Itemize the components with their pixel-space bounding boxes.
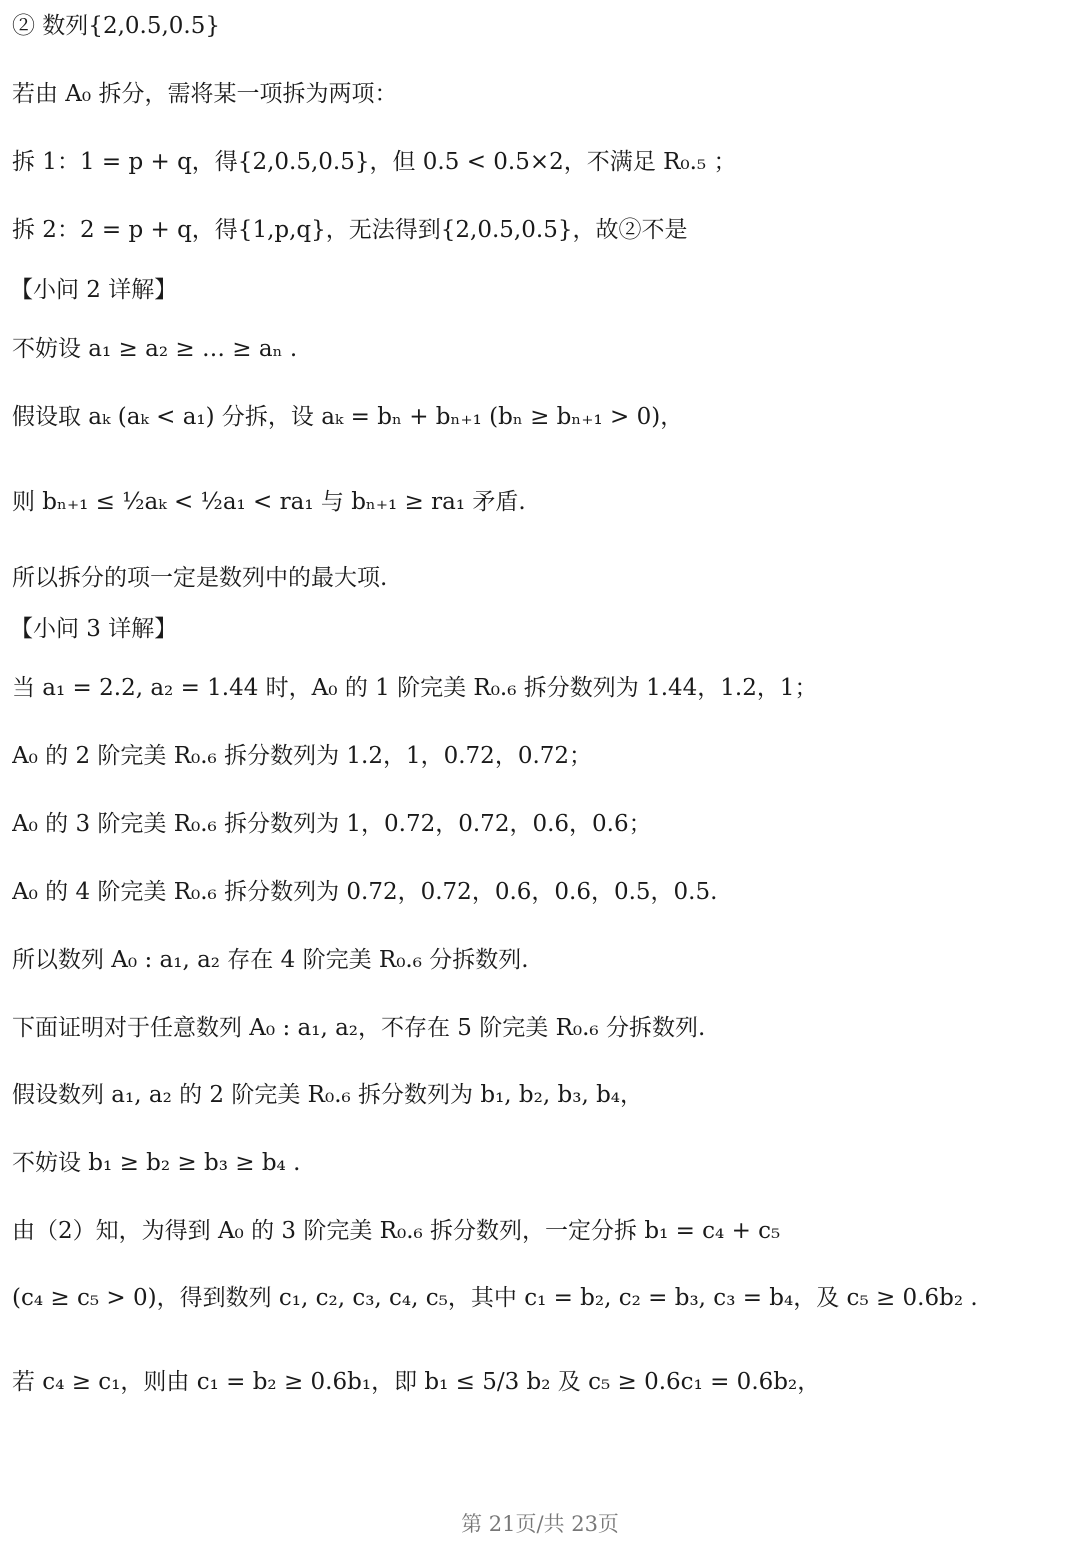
section-heading-q3: 【小问 3 详解】 xyxy=(10,616,178,642)
text-line-6: 不妨设 a₁ ≥ a₂ ≥ … ≥ aₙ . xyxy=(12,336,298,362)
text-line-9: 所以拆分的项一定是数列中的最大项. xyxy=(12,565,388,591)
text-line-20: (c₄ ≥ c₅ > 0)，得到数列 c₁, c₂, c₃, c₄, c₅，其中 c₁ = b₂, c₂ = b₃, c₃ = b₄，及 c₅ ≥ 0.6b₂ . xyxy=(12,1285,978,1311)
text-line-3: 拆 1：1 = p + q，得{2,0.5,0.5}，但 0.5 < 0.5×2，不满足 R₀.₅ ； xyxy=(12,149,737,175)
text-line-14: A₀ 的 4 阶完美 R₀.₆ 拆分数列为 0.72，0.72，0.6，0.6，0.5，0.5. xyxy=(12,879,718,905)
text-line-18: 不妨设 b₁ ≥ b₂ ≥ b₃ ≥ b₄ . xyxy=(12,1150,301,1176)
text-line-21: 若 c₄ ≥ c₁，则由 c₁ = b₂ ≥ 0.6b₁，即 b₁ ≤ 5/3 b₂ 及 c₅ ≥ 0.6c₁ = 0.6b₂， xyxy=(12,1369,821,1395)
text-line-12: A₀ 的 2 阶完美 R₀.₆ 拆分数列为 1.2，1，0.72，0.72； xyxy=(12,743,593,769)
text-line-11: 当 a₁ = 2.2, a₂ = 1.44 时，A₀ 的 1 阶完美 R₀.₆ 拆分数列为 1.44，1.2，1； xyxy=(12,675,818,701)
text-line-17: 假设数列 a₁, a₂ 的 2 阶完美 R₀.₆ 拆分数列为 b₁, b₂, b₃, b₄， xyxy=(12,1082,644,1108)
text-line-19: 由（2）知，为得到 A₀ 的 3 阶完美 R₀.₆ 拆分数列，一定分拆 b₁ = c₄ + c₅ xyxy=(12,1218,781,1244)
text-line-16: 下面证明对于任意数列 A₀ : a₁, a₂，不存在 5 阶完美 R₀.₆ 分拆数列. xyxy=(12,1015,706,1041)
text-line-15: 所以数列 A₀ : a₁, a₂ 存在 4 阶完美 R₀.₆ 分拆数列. xyxy=(12,947,529,973)
text-line-8: 则 bₙ₊₁ ≤ ½aₖ < ½a₁ < ra₁ 与 bₙ₊₁ ≥ ra₁ 矛盾. xyxy=(12,489,526,515)
text-line-7: 假设取 aₖ (aₖ < a₁) 分拆，设 aₖ = bₙ + bₙ₊₁ (bₙ ≥ bₙ₊₁ > 0)， xyxy=(12,404,684,430)
text-line-2: 若由 A₀ 拆分，需将某一项拆为两项： xyxy=(12,81,398,107)
text-line-4: 拆 2：2 = p + q，得{1,p,q}，无法得到{2,0.5,0.5}，故②不是 xyxy=(12,217,688,243)
text-line-1: ② 数列{2,0.5,0.5} xyxy=(12,13,220,39)
text-line-13: A₀ 的 3 阶完美 R₀.₆ 拆分数列为 1，0.72，0.72，0.6，0.6； xyxy=(12,811,652,837)
section-heading-q2: 【小问 2 详解】 xyxy=(10,277,178,303)
page-footer: 第 21页/共 23页 xyxy=(461,1512,619,1536)
